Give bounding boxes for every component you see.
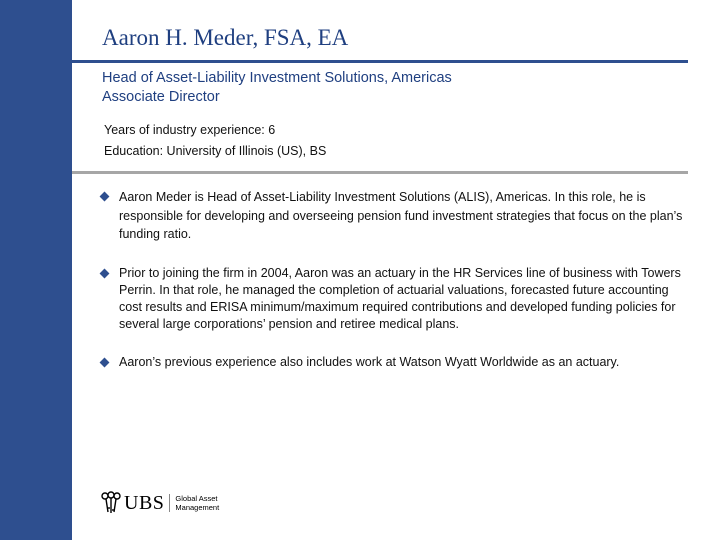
- diamond-bullet-icon: [100, 192, 110, 202]
- bullet-item: [100, 188, 690, 244]
- diamond-bullet-icon: [100, 357, 110, 367]
- logo-division-text: [175, 494, 219, 512]
- bio-bullet-list: [100, 188, 690, 392]
- ubs-wordmark: UBS: [124, 491, 165, 514]
- ubs-logo: [100, 490, 219, 516]
- bullet-text: Prior to joining the firm in 2004, Aaron was an actuary in the HR Services line of business with Towers Perrin. In that role, he managed the completion of actuarial valuations, forecasted future accounting cost results and ERISA minimum/maximum required contributions and developed funding policies for several large corporations’ pension and retiree medical plans.: [119, 265, 681, 331]
- bullet-text: Aaron Meder is Head of Asset-Liability Investment Solutions (ALIS), Americas. In this role, he is responsible for developing and overseeing pension fund investment strategies that focus on the plan’s funding ratio.: [119, 190, 683, 241]
- experience-text: Years of industry experience: 6: [104, 123, 276, 137]
- section-divider: [72, 171, 688, 174]
- education-text: Education: University of Illinois (US), BS: [104, 144, 327, 158]
- role-subtitle: [102, 69, 452, 107]
- ubs-keys-icon: [100, 491, 122, 515]
- bullet-item: [100, 265, 690, 333]
- bullet-item: [100, 354, 690, 371]
- title-divider: [24, 60, 688, 63]
- logo-line-1: Global Asset: [175, 494, 218, 503]
- logo-separator: [169, 494, 170, 512]
- left-sidebar-band: [0, 0, 72, 540]
- diamond-bullet-icon: [100, 268, 110, 278]
- logo-line-2: Management: [175, 503, 220, 512]
- bullet-text: Aaron’s previous experience also includes work at Watson Wyatt Worldwide as an actuary.: [119, 354, 620, 369]
- facts-block: [104, 120, 326, 162]
- role-line-1: Head of Asset-Liability Investment Solutions, Americas: [102, 70, 452, 86]
- role-line-2: Associate Director: [102, 89, 220, 105]
- page-title: Aaron H. Meder, FSA, EA: [102, 25, 349, 50]
